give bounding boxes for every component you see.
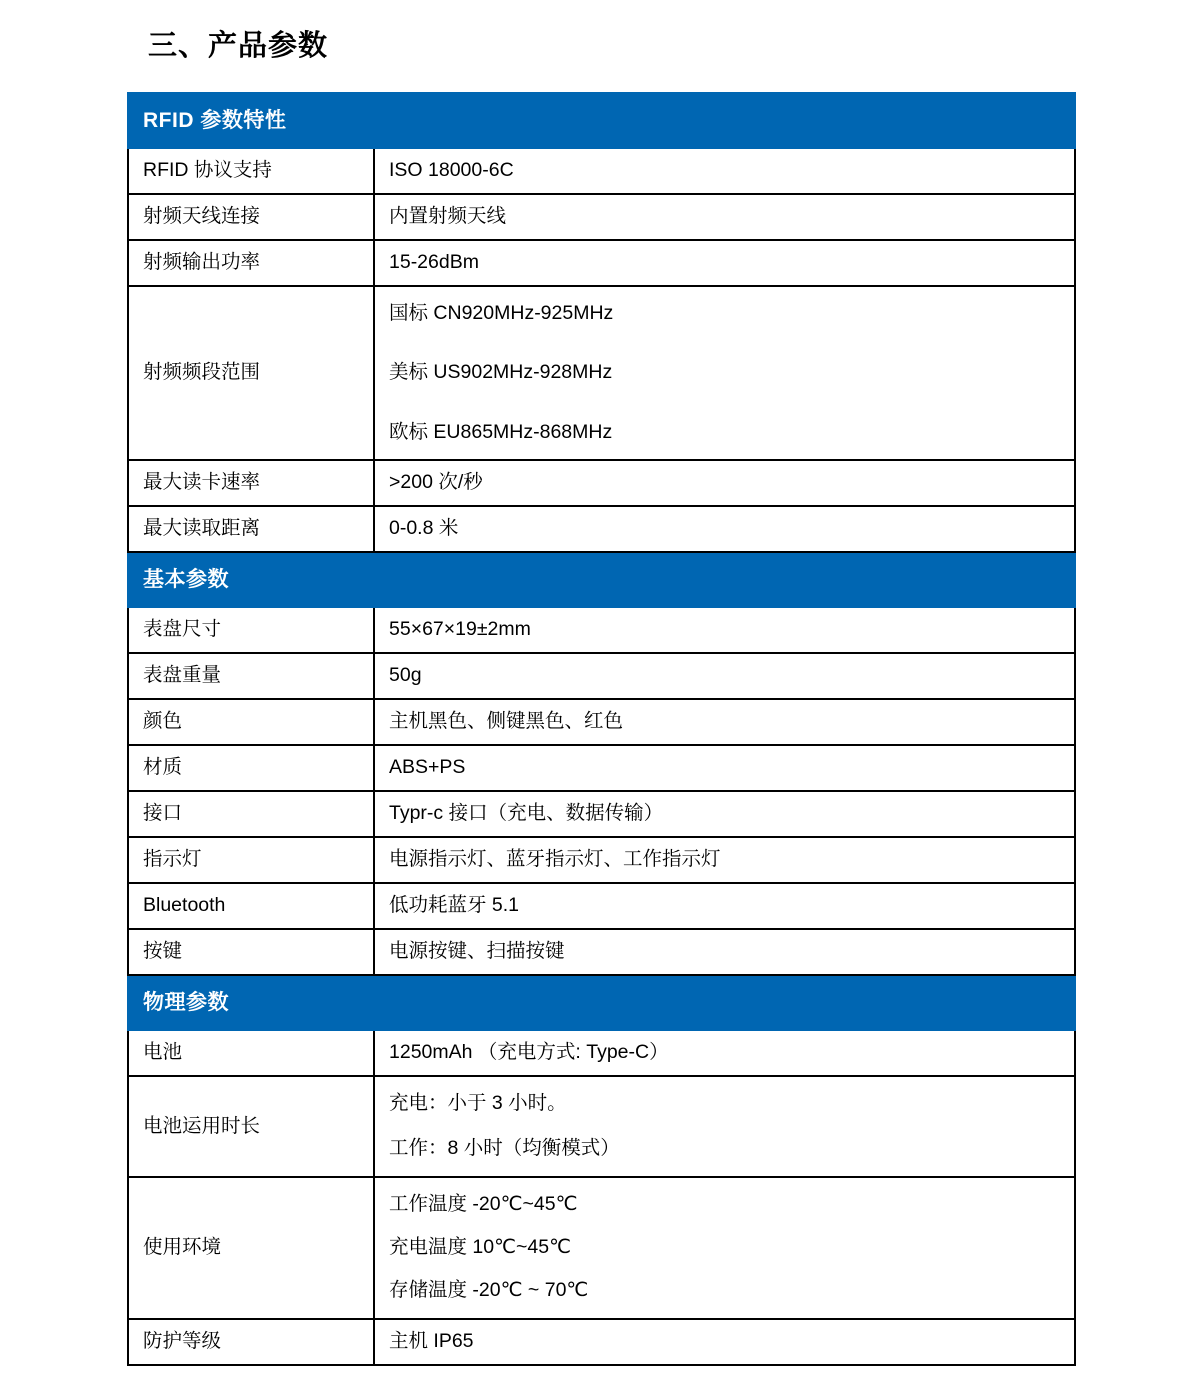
table-row [128,506,1075,552]
value-line: 工作温度 -20℃~45℃ [389,1192,578,1215]
table-row [128,286,1075,460]
value-line: 存储温度 -20℃ ~ 70℃ [389,1279,589,1302]
row-value: 55×67×19±2mm [374,607,1075,653]
row-value: 低功耗蓝牙 5.1 [374,883,1075,929]
table-row [128,791,1075,837]
table-row [128,607,1075,653]
row-label: 表盘尺寸 [128,607,374,653]
row-value [374,1177,1075,1319]
row-label: 最大读取距离 [128,506,374,552]
table-row [128,837,1075,883]
row-value: 电源按键、扫描按键 [374,929,1075,975]
row-value: 电源指示灯、蓝牙指示灯、工作指示灯 [374,837,1075,883]
table-row [128,1177,1075,1319]
table-row [128,240,1075,286]
value-line: 工作：8 小时（均衡模式） [389,1137,620,1160]
row-label: 接口 [128,791,374,837]
row-value: Typr-c 接口（充电、数据传输） [374,791,1075,837]
group-header-label: 基本参数 [128,552,1075,607]
page-title: 三、产品参数 [148,30,329,62]
table-row [128,699,1075,745]
table-row [128,1076,1075,1177]
row-label: 防护等级 [128,1319,374,1365]
group-header-row [128,552,1075,607]
table-row [128,194,1075,240]
value-line: 国标 CN920MHz-925MHz [389,302,614,324]
row-value: 主机 IP65 [374,1319,1075,1365]
value-line: 美标 US902MHz-928MHz [389,361,613,384]
row-value [374,1076,1075,1177]
row-label: 射频天线连接 [128,194,374,240]
row-label: 按键 [128,929,374,975]
table-row [128,653,1075,699]
row-value: ISO 18000-6C [374,148,1075,194]
row-value: ABS+PS [374,745,1075,791]
row-label: 颜色 [128,699,374,745]
row-label: RFID 协议支持 [128,148,374,194]
row-value: 0-0.8 米 [374,506,1075,552]
row-value: >200 次/秒 [374,460,1075,506]
group-header-row [128,975,1075,1030]
table-row [128,929,1075,975]
table-row [128,460,1075,506]
table-row [128,883,1075,929]
multiline-value [389,1077,1074,1176]
row-label: 最大读卡速率 [128,460,374,506]
value-line: 充电：小于 3 小时。 [389,1092,567,1115]
table-row [128,1030,1075,1076]
group-header-label: 物理参数 [128,975,1075,1030]
value-line: 充电温度 10℃~45℃ [389,1236,571,1259]
row-value [374,286,1075,460]
row-value: 50g [374,653,1075,699]
table-row [128,745,1075,791]
row-value: 主机黑色、侧键黑色、红色 [374,699,1075,745]
group-header-row [128,93,1075,148]
row-label: 使用环境 [128,1177,374,1319]
row-value: 内置射频天线 [374,194,1075,240]
row-label: Bluetooth [128,883,374,929]
row-label: 射频频段范围 [128,286,374,460]
row-label: 指示灯 [128,837,374,883]
row-value: 1250mAh （充电方式: Type-C） [374,1030,1075,1076]
table-row [128,148,1075,194]
group-header-label: RFID 参数特性 [128,93,1075,148]
spec-table-body [128,93,1075,1365]
row-label: 射频输出功率 [128,240,374,286]
product-spec-table [127,92,1076,1366]
row-label: 电池 [128,1030,374,1076]
value-line: 欧标 EU865MHz-868MHz [389,420,613,443]
table-row [128,1319,1075,1365]
row-value: 15-26dBm [374,240,1075,286]
row-label: 材质 [128,745,374,791]
multiline-value [389,1178,1074,1318]
row-label: 电池运用时长 [128,1076,374,1177]
multiline-value [389,287,1074,459]
row-label: 表盘重量 [128,653,374,699]
